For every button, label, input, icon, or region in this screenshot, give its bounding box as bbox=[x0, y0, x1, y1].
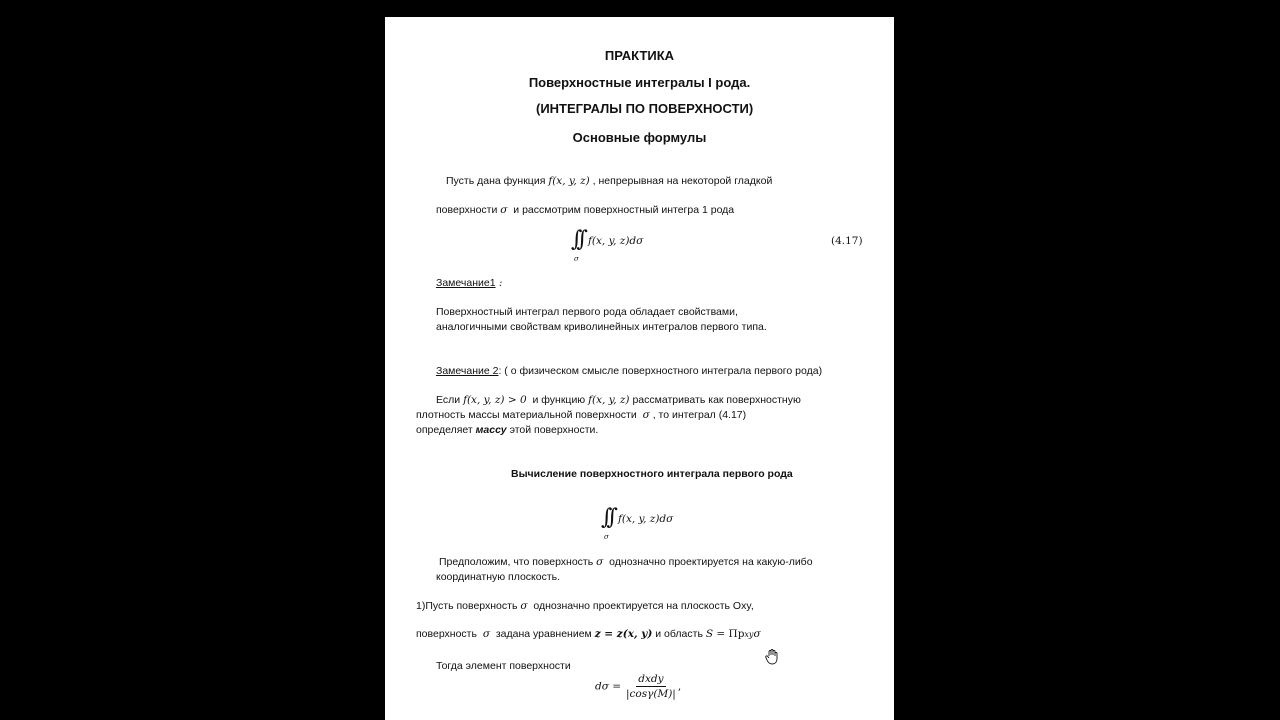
equation-number: (4.17) bbox=[831, 235, 863, 247]
document-page bbox=[385, 17, 894, 720]
doc-subtitle-1: Поверхностные интегралы I рода. bbox=[528, 75, 751, 90]
intro-line-1: Пусть дана функция f(x, y, z) , непрерывная на некоторой гладкой bbox=[446, 175, 773, 187]
doc-title: ПРАКТИКА bbox=[604, 48, 675, 63]
note2-line-1: Если f(x, y, z) > 0 и функцию f(x, y, z) рассматривать как поверхностную bbox=[436, 394, 801, 406]
surface-integral-formula bbox=[571, 229, 582, 251]
ds-formula: dσ = $\frac{\text{dxdy}}{|\cos\gamma(M)|}$ , bbox=[595, 673, 682, 700]
section-line-1: Предположим, что поверхность σ однозначно проектируется на какую-либо bbox=[439, 556, 813, 568]
note1-line-1: Поверхностный интеграл первого рода обладает свойствами, bbox=[436, 306, 738, 318]
section-title: Вычисление поверхностного интеграла первого рода bbox=[511, 468, 793, 480]
note2-heading: Замечание 2: ( о физическом смысле поверхностного интеграла первого рода) bbox=[436, 365, 823, 377]
hand-cursor-icon bbox=[765, 649, 779, 665]
section-line-3: 1)Пусть поверхность σ однозначно проектируется на плоскость Oxy, bbox=[416, 600, 754, 612]
note1-line-2: аналогичными свойствам криволинейных интегралов первого типа. bbox=[436, 321, 767, 333]
note1-heading: Замечание1 : bbox=[436, 277, 503, 289]
section-line-2: координатную плоскость. bbox=[436, 571, 561, 583]
section-integrand: f(x, y, z)dσ bbox=[618, 513, 674, 525]
note2-line-2: плотность массы материальной поверхности σ , то интеграл (4.17) bbox=[416, 409, 747, 421]
formula-limit: σ bbox=[574, 255, 579, 263]
intro-line-2: поверхности σ и рассмотрим поверхностный интегра 1 рода bbox=[436, 204, 735, 216]
section-line-4: поверхность σ задана уравнением z = z(x, y) и область S = Прxyσ bbox=[416, 628, 761, 640]
note2-line-3: определяет массу этой поверхности. bbox=[416, 424, 599, 436]
doc-subtitle-3: Основные формулы bbox=[572, 130, 707, 145]
formula-integrand: f(x, y, z)dσ bbox=[588, 235, 644, 247]
double-integral-sign-2: ∫∫ bbox=[601, 505, 612, 530]
section-integral-formula bbox=[601, 507, 612, 529]
double-integral-sign: ∫∫ bbox=[571, 227, 582, 252]
section-line-5: Тогда элемент поверхности bbox=[436, 660, 571, 672]
section-limit: σ bbox=[604, 533, 609, 541]
doc-subtitle-2: (ИНТЕГРАЛЫ ПО ПОВЕРХНОСТИ) bbox=[536, 101, 754, 116]
